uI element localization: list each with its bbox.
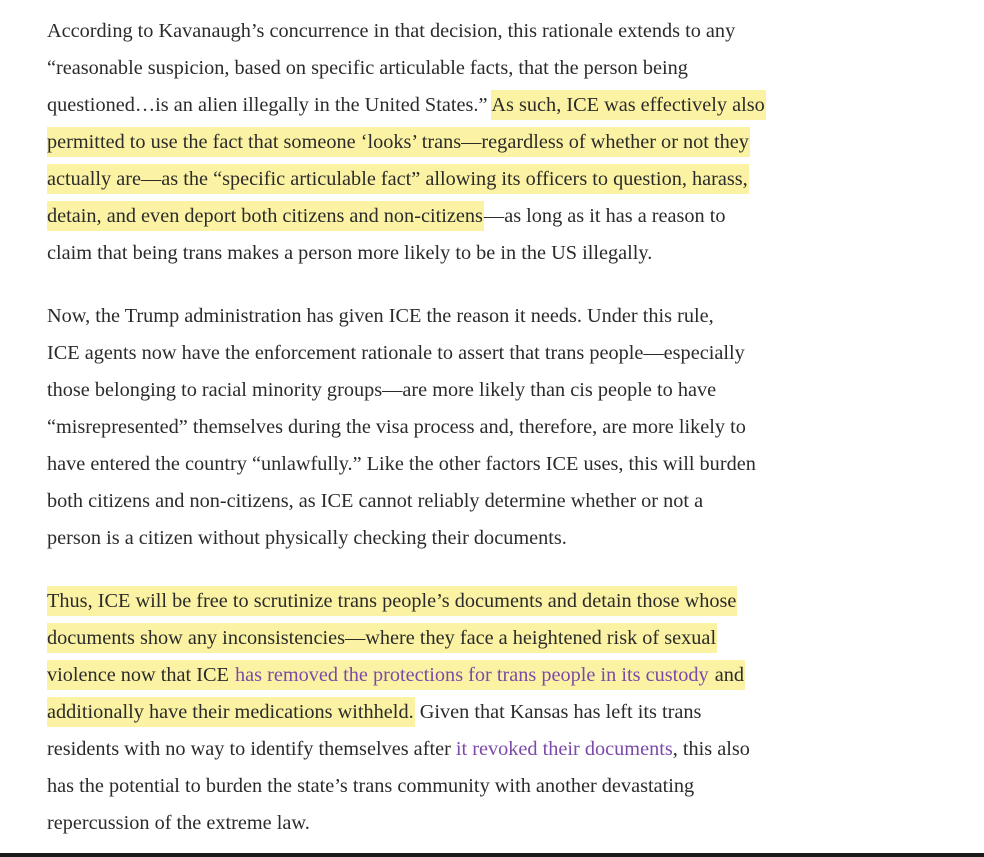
text-line — [47, 446, 947, 483]
highlighted-text: actually are—as the “specific articulable fact” allowing its officers to question, harass, — [47, 164, 749, 194]
text-line — [47, 483, 947, 520]
text-line — [47, 583, 947, 620]
text-line — [47, 731, 947, 768]
text-line — [47, 298, 947, 335]
text-line — [47, 620, 947, 657]
paragraph — [47, 298, 947, 557]
text-segment: Now, the Trump administration has given ICE the reason it needs. Under this rule, — [47, 305, 714, 327]
text-segment: , this also — [672, 738, 750, 760]
bottom-border — [0, 853, 984, 857]
text-line — [47, 409, 947, 446]
text-line — [47, 87, 947, 124]
paragraph — [47, 583, 947, 842]
text-line — [47, 13, 947, 50]
text-line — [47, 372, 947, 409]
paragraph — [47, 13, 947, 272]
highlighted-text: As such, ICE was effectively also — [491, 90, 765, 120]
article-body — [47, 13, 947, 842]
highlighted-text: additionally have their medications withheld. — [47, 697, 415, 727]
text-line — [47, 124, 947, 161]
text-segment: “misrepresented” themselves during the visa process and, therefore, are more likely to — [47, 416, 746, 438]
text-line — [47, 335, 947, 372]
text-segment: those belonging to racial minority groups—are more likely than cis people to have — [47, 379, 717, 401]
text-line — [47, 768, 947, 805]
highlighted-text: violence now that ICE — [47, 660, 235, 690]
text-line — [47, 161, 947, 198]
highlighted-text: documents show any inconsistencies—where they face a heightened risk of sexual — [47, 623, 717, 653]
text-line — [47, 694, 947, 731]
inline-link[interactable]: has removed the protections for trans people in its custody — [235, 660, 710, 690]
text-line — [47, 50, 947, 87]
text-segment: According to Kavanaugh’s concurrence in that decision, this rationale extends to any — [47, 20, 736, 42]
text-segment: claim that being trans makes a person more likely to be in the US illegally. — [47, 242, 653, 264]
text-line — [47, 520, 947, 557]
text-segment: person is a citizen without physically checking their documents. — [47, 527, 567, 549]
text-line — [47, 657, 947, 694]
text-segment: residents with no way to identify themselves after — [47, 738, 456, 760]
text-line — [47, 198, 947, 235]
inline-link[interactable]: it revoked their documents — [455, 738, 673, 760]
highlighted-text: Thus, ICE will be free to scrutinize trans people’s documents and detain those whose — [47, 586, 737, 616]
highlighted-text: permitted to use the fact that someone ‘looks’ trans—regardless of whether or not they — [47, 127, 750, 157]
highlighted-text: and — [710, 660, 745, 690]
text-segment: repercussion of the extreme law. — [47, 812, 310, 834]
text-segment: —as long as it has a reason to — [483, 205, 726, 227]
text-line — [47, 805, 947, 842]
text-segment: has the potential to burden the state’s trans community with another devastating — [47, 775, 695, 797]
highlighted-text: detain, and even deport both citizens and non-citizens — [47, 201, 484, 231]
text-segment: Given that Kansas has left its trans — [414, 701, 702, 723]
text-segment: “reasonable suspicion, based on specific articulable facts, that the person being — [47, 57, 688, 79]
text-segment: questioned…is an alien illegally in the United States.” — [47, 94, 492, 116]
text-segment: both citizens and non-citizens, as ICE cannot reliably determine whether or not a — [47, 490, 704, 512]
text-segment: ICE agents now have the enforcement rationale to assert that trans people—especially — [47, 342, 745, 364]
text-line — [47, 235, 947, 272]
text-segment: have entered the country “unlawfully.” Like the other factors ICE uses, this will burden — [47, 453, 756, 475]
